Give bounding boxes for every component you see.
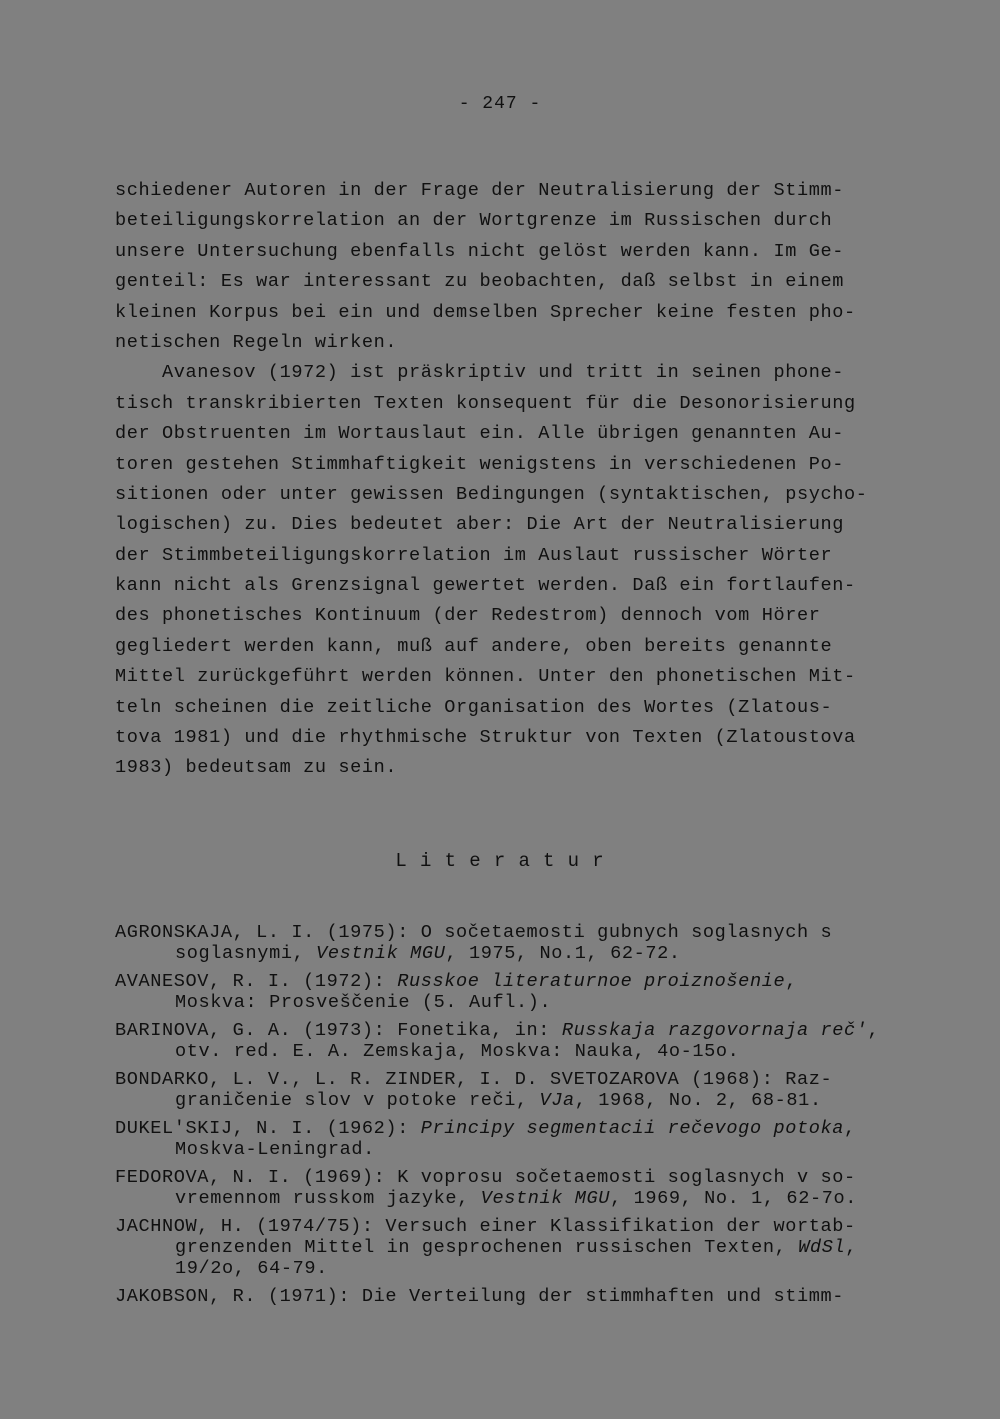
reference-title-italic: Russkoe literaturnoe proiznošenie <box>397 971 786 992</box>
reference-line <box>115 1020 915 1041</box>
reference-line <box>115 1041 915 1062</box>
body-text-line: genteil: Es war interessant zu beobachten, daß selbst in einem <box>115 271 844 293</box>
reference-line <box>115 1167 915 1188</box>
reference-title-italic: VJa <box>539 1090 575 1111</box>
reference-text: grenzenden Mittel in gesprochenen russischen Texten, <box>175 1237 799 1258</box>
reference-text: soglasnymi, <box>175 943 317 964</box>
reference-text: , <box>845 1237 857 1258</box>
reference-text: otv. red. E. A. Zemskaja, Moskva: Nauka, 4o-15o. <box>175 1041 740 1062</box>
reference-entry <box>115 1118 915 1160</box>
reference-text: vremennom russkom jazyke, <box>175 1188 481 1209</box>
body-text-line: der Obstruenten im Wortauslaut ein. Alle übrigen genannten Au- <box>115 423 844 445</box>
reference-line <box>115 1258 915 1279</box>
reference-text: , 1968, No. 2, 68-81. <box>574 1090 822 1111</box>
reference-text: AGRONSKAJA, L. I. (1975): O sočetaemosti gubnych soglasnych s <box>115 922 833 943</box>
body-text-line: Avanesov (1972) ist präskriptiv und tritt in seinen phone- <box>115 362 844 384</box>
section-heading-literatur: L i t e r a t u r <box>395 850 605 872</box>
reference-entry <box>115 1069 915 1111</box>
body-text-line: der Stimmbeteiligungskorrelation im Auslaut russischer Wörter <box>115 544 833 566</box>
reference-entry <box>115 922 915 964</box>
body-text-line: gegliedert werden kann, muß auf andere, oben bereits genannte <box>115 635 833 657</box>
body-text-line: tova 1981) und die rhythmische Struktur von Texten (Zlatoustova <box>115 727 856 749</box>
body-text-line: sitionen oder unter gewissen Bedingungen (syntaktischen, psycho- <box>115 483 868 505</box>
reference-line <box>115 922 915 943</box>
reference-list <box>115 922 915 1314</box>
reference-text: FEDOROVA, N. I. (1969): K voprosu sočetaemosti soglasnych v so- <box>115 1167 856 1188</box>
reference-text: graničenie slov v potoke reči, <box>175 1090 540 1111</box>
reference-text: Moskva: Prosveščenie (5. Aufl.). <box>175 992 552 1013</box>
body-text-line: toren gestehen Stimmhaftigkeit wenigstens in verschiedenen Po- <box>115 453 844 475</box>
reference-text: , <box>785 971 797 992</box>
body-text-line: unsere Untersuchung ebenfalls nicht gelöst werden kann. Im Ge- <box>115 240 844 262</box>
reference-text: , <box>867 1020 880 1041</box>
body-text-line: kann nicht als Grenzsignal gewertet werden. Daß ein fortlaufen- <box>115 575 856 597</box>
reference-line <box>115 1118 915 1139</box>
body-text-line: schiedener Autoren in der Frage der Neutralisierung der Stimm- <box>115 180 844 201</box>
reference-title-italic: WdSl <box>798 1237 846 1258</box>
body-text-line: netischen Regeln wirken. <box>115 331 398 353</box>
reference-text: 19/2o, 64-79. <box>175 1258 328 1279</box>
body-text-line: Mittel zurückgeführt werden können. Unter den phonetischen Mit- <box>115 666 856 688</box>
reference-line <box>115 992 915 1013</box>
reference-text: JACHNOW, H. (1974/75): Versuch einer Klassifikation der wortab- <box>115 1216 856 1237</box>
reference-entry <box>115 1167 915 1209</box>
reference-entry <box>115 1020 915 1062</box>
body-text-line: kleinen Korpus bei ein und demselben Sprecher keine festen pho- <box>115 301 856 323</box>
reference-text: , <box>844 1118 856 1139</box>
reference-line <box>115 943 915 964</box>
reference-entry <box>115 1286 915 1307</box>
reference-line <box>115 1216 915 1237</box>
reference-text: , 1975, No.1, 62-72. <box>445 943 681 964</box>
reference-line <box>115 1069 915 1090</box>
body-text-line: tisch transkribierten Texten konsequent für die Desonorisierung <box>115 392 856 414</box>
reference-text: , 1969, No. 1, 62-7o. <box>610 1188 857 1209</box>
body-text-line: teln scheinen die zeitliche Organisation des Wortes (Zlatous- <box>115 696 833 718</box>
reference-text: BONDARKO, L. V., L. R. ZINDER, I. D. SVETOZAROVA (1968): Raz- <box>115 1069 833 1090</box>
page-number: - 247 - <box>458 94 542 114</box>
body-text-line: logischen) zu. Dies bedeutet aber: Die Art der Neutralisierung <box>115 514 844 536</box>
reference-title-italic: Russkaja razgovornaja reč' <box>561 1020 868 1041</box>
reference-line <box>115 1237 915 1258</box>
body-text-line: des phonetisches Kontinuum (der Redestrom) dennoch vom Hörer <box>115 605 821 627</box>
reference-title-italic: Vestnik MGU <box>316 943 446 964</box>
reference-line <box>115 1188 915 1209</box>
reference-entry <box>115 1216 915 1279</box>
reference-text: BARINOVA, G. A. (1973): Fonetika, in: <box>115 1020 562 1041</box>
reference-text: DUKEL'SKIJ, N. I. (1962): <box>115 1118 421 1139</box>
reference-line <box>115 971 915 992</box>
body-text-line: beteiligungskorrelation an der Wortgrenze im Russischen durch <box>115 210 833 232</box>
reference-line <box>115 1139 915 1160</box>
reference-text: AVANESOV, R. I. (1972): <box>115 971 398 992</box>
reference-title-italic: Vestnik MGU <box>480 1188 611 1209</box>
reference-text: Moskva-Leningrad. <box>175 1139 375 1160</box>
reference-text: JAKOBSON, R. (1971): Die Verteilung der stimmhaften und stimm- <box>115 1286 844 1307</box>
reference-line <box>115 1090 915 1111</box>
body-text-line: 1983) bedeutsam zu sein. <box>115 757 398 779</box>
body-text <box>115 176 895 784</box>
reference-entry <box>115 971 915 1013</box>
reference-line <box>115 1286 915 1307</box>
reference-title-italic: Principy segmentacii rečevogo potoka <box>420 1118 845 1139</box>
